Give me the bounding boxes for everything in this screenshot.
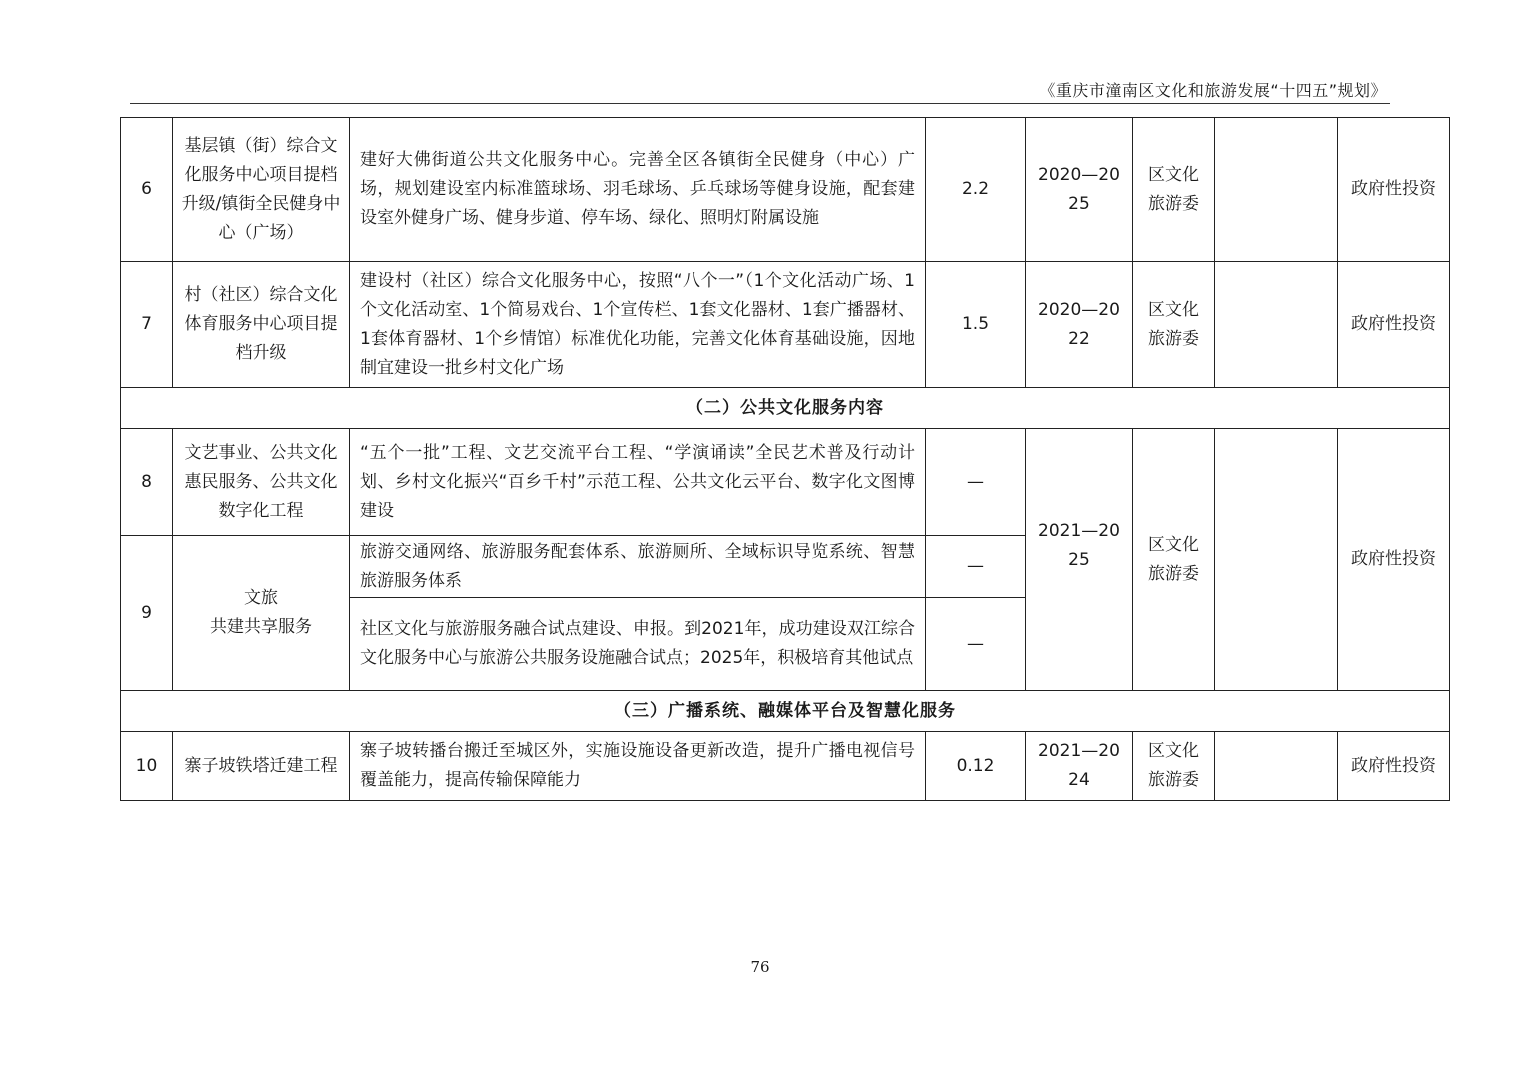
row-7-project-name: 村（社区）综合文化体育服务中心项目提档升级 <box>173 262 350 388</box>
row-8-9-funding: 政府性投资 <box>1338 429 1450 691</box>
row-10-remark <box>1215 732 1338 801</box>
section-2-title: （二）公共文化服务内容 <box>121 388 1450 429</box>
row-7-content: 建设村（社区）综合文化服务中心，按照“八个一”（1个文化活动广场、1个文化活动室、1个简易戏台、1个宣传栏、1套文化器材、1套广播器材、1套体育器材、1个乡情馆）标准优化功能，完善文化体育基础设施，因地制宜建设一批乡村文化广场 <box>350 262 926 388</box>
row-9b-content: 社区文化与旅游服务融合试点建设、申报。到2021年，成功建设双江综合文化服务中心与旅游公共服务设施融合试点；2025年，积极培育其他试点 <box>350 598 926 691</box>
row-6-unit: 区文化旅游委 <box>1133 118 1215 262</box>
row-7-period: 2020—2022 <box>1026 262 1133 388</box>
table-row-8 <box>121 429 1450 536</box>
row-8-9-remark <box>1215 429 1338 691</box>
section-3-title: （三）广播系统、融媒体平台及智慧化服务 <box>121 691 1450 732</box>
row-8-investment: — <box>926 429 1026 536</box>
page-number: 76 <box>750 958 770 976</box>
row-9-project-name: 文旅 共建共享服务 <box>173 536 350 691</box>
row-10-funding: 政府性投资 <box>1338 732 1450 801</box>
section-heading-broadcast <box>121 691 1450 732</box>
row-10-content: 寨子坡转播台搬迁至城区外，实施设施设备更新改造，提升广播电视信号覆盖能力，提高传输保障能力 <box>350 732 926 801</box>
section-heading-public-culture <box>121 388 1450 429</box>
row-10-period: 2021—2024 <box>1026 732 1133 801</box>
row-6-remark <box>1215 118 1338 262</box>
header-divider <box>130 103 1390 104</box>
table-row-6 <box>121 118 1450 262</box>
row-10-project-name: 寨子坡铁塔迁建工程 <box>173 732 350 801</box>
row-7-remark <box>1215 262 1338 388</box>
row-6-investment: 2.2 <box>926 118 1026 262</box>
table-row-10 <box>121 732 1450 801</box>
row-8-number: 8 <box>121 429 173 536</box>
row-8-9-unit: 区文化旅游委 <box>1133 429 1215 691</box>
row-7-investment: 1.5 <box>926 262 1026 388</box>
row-8-content: “五个一批”工程、文艺交流平台工程、“学演诵读”全民艺术普及行动计划、乡村文化振兴“百乡千村”示范工程、公共文化云平台、数字化文图博建设 <box>350 429 926 536</box>
row-10-number: 10 <box>121 732 173 801</box>
row-8-9-period: 2021—2025 <box>1026 429 1133 691</box>
row-6-content: 建好大佛街道公共文化服务中心。完善全区各镇街全民健身（中心）广场，规划建设室内标准篮球场、羽毛球场、乒乓球场等健身设施，配套建设室外健身广场、健身步道、停车场、绿化、照明灯附属设施 <box>350 118 926 262</box>
row-6-number: 6 <box>121 118 173 262</box>
row-9-number: 9 <box>121 536 173 691</box>
document-header-title: 《重庆市潼南区文化和旅游发展“十四五”规划》 <box>1039 81 1387 100</box>
project-table <box>120 117 1450 801</box>
row-6-funding: 政府性投资 <box>1338 118 1450 262</box>
row-9a-investment: — <box>926 536 1026 598</box>
row-7-funding: 政府性投资 <box>1338 262 1450 388</box>
row-7-unit: 区文化旅游委 <box>1133 262 1215 388</box>
table-row-7 <box>121 262 1450 388</box>
row-6-project-name: 基层镇（街）综合文化服务中心项目提档升级/镇街全民健身中心（广场） <box>173 118 350 262</box>
row-8-project-name: 文艺事业、公共文化惠民服务、公共文化数字化工程 <box>173 429 350 536</box>
row-10-unit: 区文化旅游委 <box>1133 732 1215 801</box>
row-10-investment: 0.12 <box>926 732 1026 801</box>
row-9b-investment: — <box>926 598 1026 691</box>
row-9a-content: 旅游交通网络、旅游服务配套体系、旅游厕所、全域标识导览系统、智慧旅游服务体系 <box>350 536 926 598</box>
row-7-number: 7 <box>121 262 173 388</box>
row-6-period: 2020—2025 <box>1026 118 1133 262</box>
